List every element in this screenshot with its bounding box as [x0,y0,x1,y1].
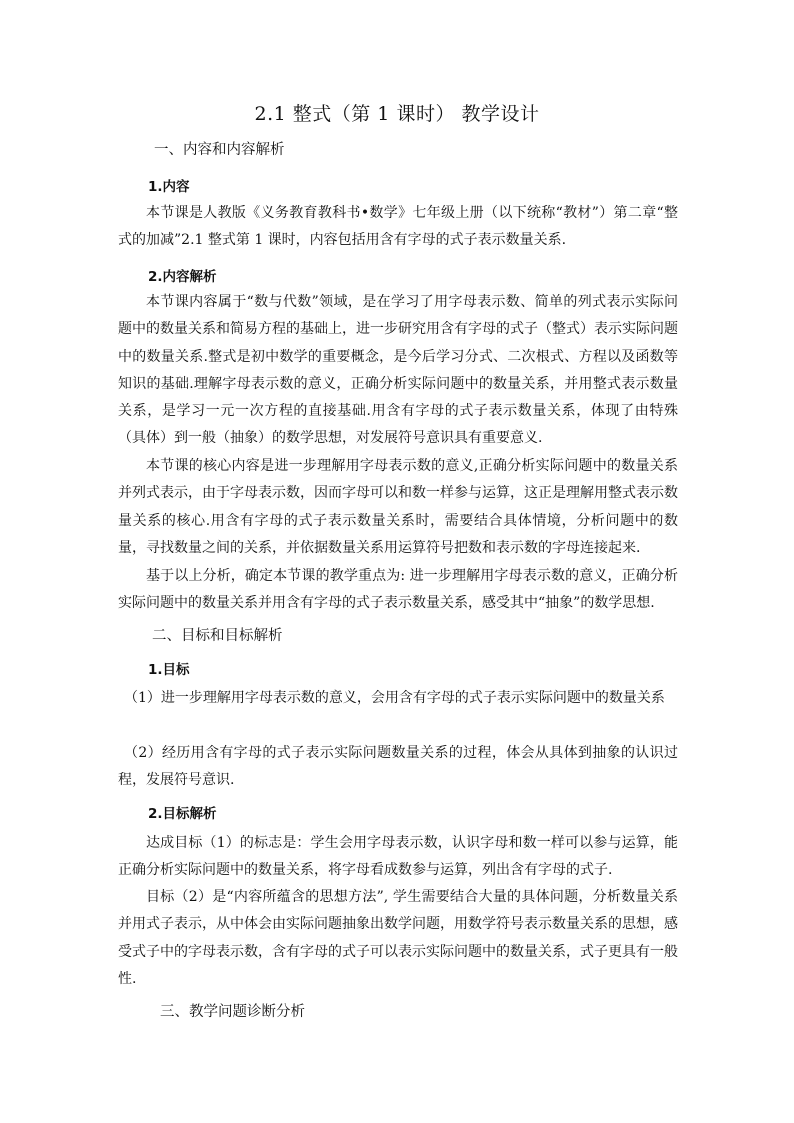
paragraph-content: 本节课是人教版《义务教育教科书•数学》七年级上册（以下统称“教材”）第二章“整式的加减”2.1 整式第 1 课时，内容包括用含有字母的式子表示数量关系. [118,205,678,249]
section-heading-goals: 二、目标和目标解析 [152,628,283,644]
subheading-goal-analysis: 2.目标解析 [148,806,217,822]
paragraph-goal-2: （2）经历用含有字母的式子表示实际问题数量关系的过程，体会从具体到抽象的认识过程，发展符号意识. [118,745,678,789]
subheading-content: 1.内容 [148,179,190,195]
paragraph-goal-1: （1）进一步理解用字母表示数的意义，会用含有字母的式子表示实际问题中的数量关系 [124,690,665,706]
paragraph-goal-analysis-1: 达成目标（1）的标志是：学生会用字母表示数，认识字母和数一样可以参与运算，能正确分析实际问题中的数量关系，将字母看成数参与运算，列出含有字母的式子. [118,835,678,879]
section-heading-diagnosis: 三、教学问题诊断分析 [160,1004,305,1020]
subheading-content-analysis: 2.内容解析 [148,269,217,285]
paragraph-content-analysis-3: 基于以上分析，确定本节课的教学重点为: 进一步理解用字母表示数的意义，正确分析实际问题中的数量关系并用含有字母的式子表示数量关系，感受其中“抽象”的数学思想. [118,568,678,612]
section-heading-content: 一、内容和内容解析 [154,142,285,158]
subheading-goals: 1.目标 [148,662,190,678]
paragraph-content-analysis-2: 本节课的核心内容是进一步理解用字母表示数的意义,正确分析实际问题中的数量关系并列式表示，由于字母表示数，因而字母可以和数一样参与运算，这正是理解用整式表示数量关系的核心.用含有字母的式子表示数量关系时，需要结合具体情境，分析问题中的数量，寻找数量之间的关系，并依据数量关系用运算符号把数和表示数的字母连接起来. [118,458,678,556]
paragraph-content-analysis-1: 本节课内容属于“数与代数”领域，是在学习了用字母表示数、简单的列式表示实际问题中的数量关系和简易方程的基础上，进一步研究用含有字母的式子（整式）表示实际问题中的数量关系.整式是初中数学的重要概念，是今后学习分式、二次根式、方程以及函数等知识的基础.理解字母表示数的意义，正确分析实际问题中的数量关系，并用整式表示数量关系，是学习一元一次方程的直接基础.用含有字母的式子表示数量关系，体现了由特殊（具体）到一般（抽象）的数学思想，对发展符号意识具有重要意义. [118,294,678,447]
document-title: 2.1 整式（第 1 课时） 教学设计 [254,103,540,125]
paragraph-goal-analysis-2: 目标（2）是“内容所蕴含的思想方法”, 学生需要结合大量的具体问题，分析数量关系并用式子表示，从中体会由实际问题抽象出数学问题，用数学符号表示数量关系的思想，感受式子中的字母表示数，含有字母的式子可以表示实际问题中的数量关系，式子更具有一般性. [118,889,678,987]
